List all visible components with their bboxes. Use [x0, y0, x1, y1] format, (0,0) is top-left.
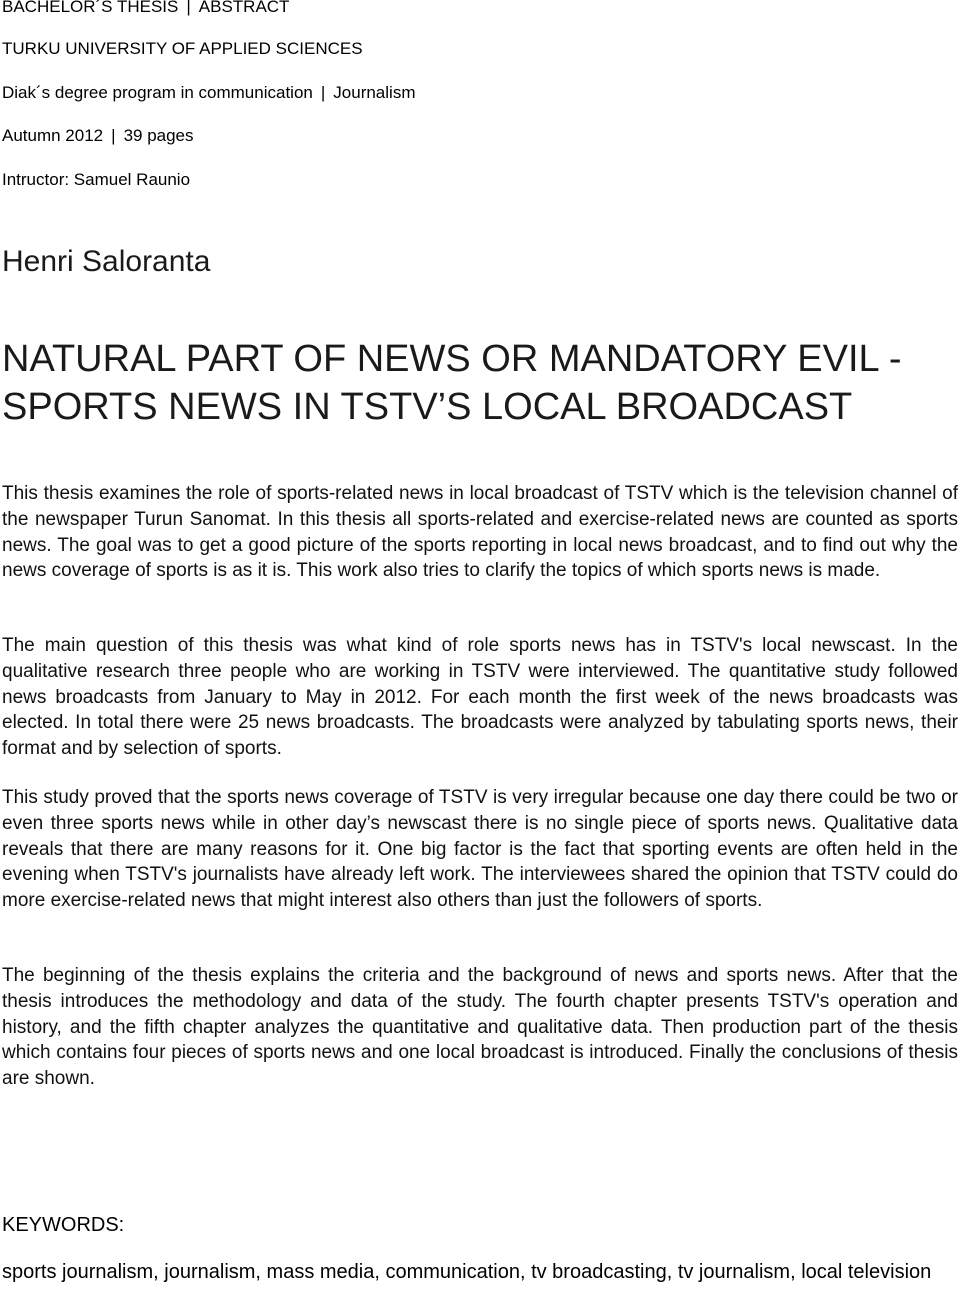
page-count: 39 pages	[123, 126, 194, 145]
thesis-title: NATURAL PART OF NEWS OR MANDATORY EVIL - SPORTS NEWS IN TSTV’S LOCAL BROADCAST	[2, 338, 902, 428]
abstract-paragraph-3: This study proved that the sports news coverage of TSTV is very irregular because one day there could be two or even three sports news while in other day’s newscast there is no single piece of sports news. Qualitative data reveals that there are many reasons for it. One big factor is the fact that sporting events are often held in the evening when TSTV's journalists have already left work. The interviewees shared the opinion that TSTV could do more exercise-related news that might interest also others than just the followers of sports.	[2, 787, 958, 912]
program-line	[2, 83, 415, 103]
keywords-label: KEYWORDS:	[2, 1214, 125, 1236]
program: Diak´s degree program in communication	[2, 83, 313, 102]
author-name: Henri Saloranta	[2, 245, 211, 278]
abstract-paragraph-1: This thesis examines the role of sports-related news in local broadcast of TSTV which is the television channel of the newspaper Turun Sanomat. In this thesis all sports-related and exercise-related news are counted as sports news. The goal was to get a good picture of the sports reporting in local news broadcast, and to find out why the news coverage of sports is as it is. This work also tries to clarify the topics of which sports news is made.	[2, 483, 958, 582]
institution: TURKU UNIVERSITY OF APPLIED SCIENCES	[2, 39, 363, 58]
term: Autumn 2012	[2, 126, 104, 145]
keywords-list: sports journalism, journalism, mass media, communication, tv broadcasting, tv journalism, local television	[2, 1261, 932, 1283]
doc-type-line	[2, 0, 289, 17]
separator: |	[186, 0, 191, 16]
abstract-paragraph-4: The beginning of the thesis explains the criteria and the background of news and sports news. After that the thesis introduces the methodology and data of the study. The fourth chapter presents TSTV's operation and history, and the fifth chapter analyzes the quantitative and qualitative data. Then production part of the thesis which contains four pieces of sports news and one local broadcast is introduced. Finally the conclusions of thesis are shown.	[2, 965, 958, 1090]
separator: |	[111, 126, 116, 145]
instructor: Intructor: Samuel Raunio	[2, 170, 191, 189]
abstract-paragraph-2: The main question of this thesis was what kind of role sports news has in TSTV's local newscast. In the qualitative research three people who are working in TSTV were interviewed. The quantitative study followed news broadcasts from January to May in 2012. For each month the first week of the news broadcasts was elected. In total there were 25 news broadcasts. The broadcasts were analyzed by tabulating sports news, their format and by selection of sports.	[2, 635, 958, 760]
specialization: Journalism	[333, 83, 416, 102]
term-line	[2, 126, 194, 146]
doc-type: BACHELOR´S THESIS	[2, 0, 179, 16]
separator: |	[320, 83, 326, 102]
section-label: ABSTRACT	[198, 0, 290, 16]
